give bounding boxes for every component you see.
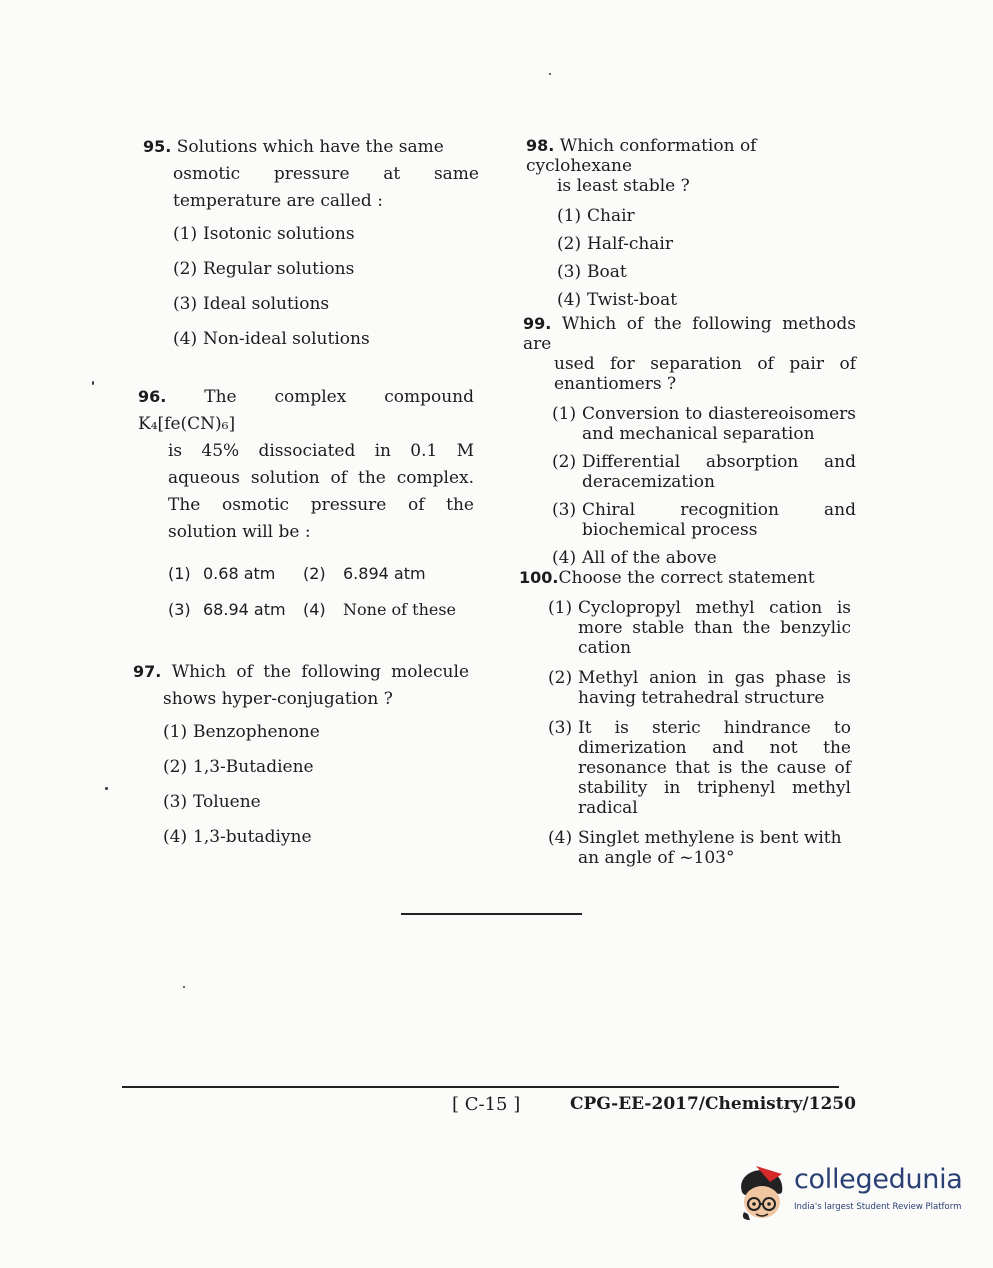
question-stem-line: Which conformation of cyclohexane xyxy=(526,136,757,176)
option: (1) Isotonic solutions xyxy=(173,224,355,244)
question-stem-line: used for separation of pair of xyxy=(554,354,856,374)
question-stem-line: solution will be : xyxy=(168,522,311,542)
option-number: (2) xyxy=(303,564,326,583)
question-stem-line: shows hyper-conjugation ? xyxy=(163,689,393,709)
option-row xyxy=(168,556,474,592)
question-stem-line: Choose the correct statement xyxy=(558,568,815,588)
question-number: 96. xyxy=(138,387,167,406)
option: (1) Conversion to diastereoisomers and mechanical separation xyxy=(552,404,856,444)
option-number: (1) xyxy=(168,564,191,583)
question-96 xyxy=(138,383,474,628)
option-number: (3) xyxy=(168,600,191,619)
option: (1) Cyclopropyl methyl cation is more stable than the benzylic cation xyxy=(548,598,851,658)
mascot-icon xyxy=(736,1162,792,1222)
option-text: 6.894 atm xyxy=(343,564,426,583)
option: (4) 1,3-butadiyne xyxy=(163,827,312,847)
question-100 xyxy=(519,568,851,868)
question-97 xyxy=(133,658,469,851)
question-stem-line: is 45% dissociated in 0.1 M xyxy=(168,441,474,461)
option: (3) Chiral recognition and biochemical process xyxy=(552,500,856,540)
question-stem-line: Solutions which have the same xyxy=(176,137,444,157)
question-number: 100. xyxy=(519,568,559,587)
option-row xyxy=(168,592,474,628)
question-stem-line: The complex compound K₄[fe(CN)₆] xyxy=(138,387,475,434)
footer-rule xyxy=(122,1086,839,1088)
question-number: 99. xyxy=(523,314,552,333)
collegedunia-logo[interactable] xyxy=(736,1162,976,1222)
exam-code: CPG-EE-2017/Chemistry/1250 xyxy=(570,1094,856,1114)
option: (4) Non-ideal solutions xyxy=(173,329,370,349)
section-end-rule xyxy=(401,913,582,915)
option: (1) Benzophenone xyxy=(163,722,320,742)
scan-speck xyxy=(105,787,108,790)
option-text: 68.94 atm xyxy=(203,600,286,619)
page-code: [ C-15 ] xyxy=(452,1094,521,1115)
scan-speck xyxy=(183,986,185,988)
question-stem-line: is least stable ? xyxy=(557,176,690,196)
option-text: 0.68 atm xyxy=(203,564,276,583)
option: (4) Singlet methylene is bent with an angle of ~103° xyxy=(548,828,842,868)
question-99 xyxy=(523,314,856,568)
question-stem-line: Which of the following molecule xyxy=(171,662,469,682)
option: (3) Boat xyxy=(557,262,627,282)
option: (4) All of the above xyxy=(552,548,717,568)
question-stem-line: aqueous solution of the complex. xyxy=(168,468,474,488)
option: (2) Regular solutions xyxy=(173,259,355,279)
question-number: 98. xyxy=(526,136,555,155)
option: (2) Half-chair xyxy=(557,234,673,254)
question-number: 95. xyxy=(143,137,172,156)
option-number: (4) xyxy=(303,600,326,619)
logo-name: collegedunia xyxy=(794,1164,963,1195)
question-stem-line: temperature are called : xyxy=(173,191,383,211)
option: (1) Chair xyxy=(557,206,635,226)
question-stem-line: Which of the following methods are xyxy=(523,314,856,354)
option: (2) 1,3-Butadiene xyxy=(163,757,314,777)
option: (4) Twist-boat xyxy=(557,290,678,310)
option: (2) Methyl anion in gas phase is having tetrahedral structure xyxy=(548,668,851,708)
question-number: 97. xyxy=(133,662,162,681)
option-text: None of these xyxy=(343,600,457,619)
option: (2) Differential absorption and deracemization xyxy=(552,452,856,492)
logo-tagline: India's largest Student Review Platform xyxy=(794,1202,962,1212)
question-stem-line: enantiomers ? xyxy=(554,374,677,394)
scan-speck xyxy=(549,73,551,75)
question-98 xyxy=(526,136,862,314)
option: (3) Toluene xyxy=(163,792,261,812)
scan-speck xyxy=(92,381,94,385)
option: (3) It is steric hindrance to dimerization and not the resonance that is the cause of stability in triphenyl methyl radical xyxy=(548,718,851,818)
question-stem-line: The osmotic pressure of the xyxy=(168,495,474,515)
question-95 xyxy=(143,133,479,353)
option: (3) Ideal solutions xyxy=(173,294,330,314)
question-stem-line: osmotic pressure at same xyxy=(173,164,479,184)
